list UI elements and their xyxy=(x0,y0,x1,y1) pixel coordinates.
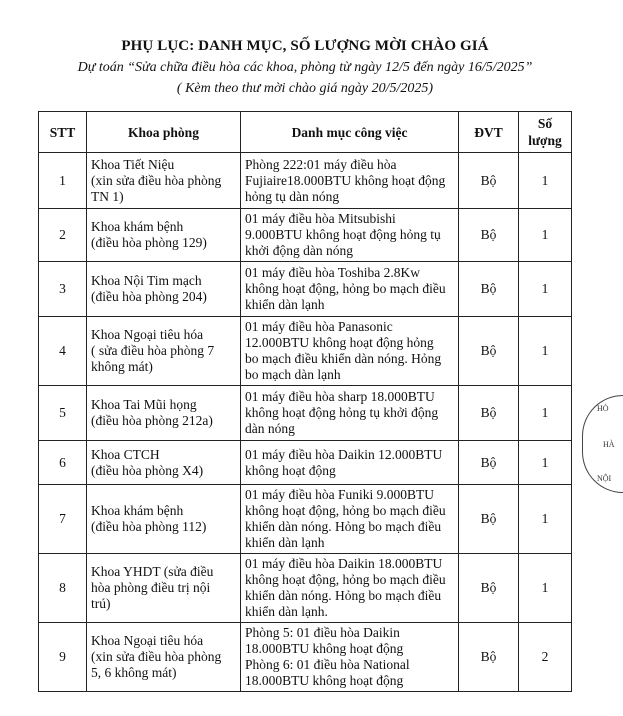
table-body xyxy=(39,153,572,692)
cell-so-luong: 1 xyxy=(519,317,572,386)
danh-muc-line: Phòng 222:01 máy điều hòa xyxy=(245,156,397,172)
header-so-luong xyxy=(519,112,572,153)
khoa-phong-line: Khoa CTCH xyxy=(91,446,160,462)
quotation-table xyxy=(38,111,572,692)
danh-muc-line: 01 máy điều hòa Daikin 18.000BTU xyxy=(245,556,443,571)
header-stt: STT xyxy=(39,112,87,153)
danh-muc-line: hỏng tụ dàn nóng xyxy=(245,188,340,204)
cell-stt: 2 xyxy=(39,209,87,262)
khoa-phong-line: Khoa Tiết Niệu xyxy=(91,156,175,172)
danh-muc-line: khiển dàn nóng. Hỏng bo mạch điều xyxy=(245,588,442,603)
khoa-phong-line: (điều hòa phòng 204) xyxy=(91,289,207,304)
header-so-luong-line1: Số xyxy=(537,116,553,131)
danh-muc-line: Fujiaire18.000BTU không hoạt động xyxy=(245,172,446,188)
cell-khoa-phong xyxy=(87,262,241,317)
cell-stt: 4 xyxy=(39,317,87,386)
danh-muc-line: dàn nóng xyxy=(245,421,295,436)
cell-dvt: Bộ xyxy=(459,623,519,692)
cell-danh-muc xyxy=(241,153,459,209)
document-subtitle: Dự toán “Sửa chữa điều hòa các khoa, phòng từ ngày 12/5 đến ngày 16/5/2025” xyxy=(77,60,533,75)
cell-so-luong: 1 xyxy=(519,209,572,262)
cell-khoa-phong xyxy=(87,441,241,485)
danh-muc-line: 01 máy điều hòa Mitsubishi xyxy=(245,211,396,226)
danh-muc-line: không hoạt động, hỏng bo mạch điều xyxy=(245,281,446,296)
stamp-text-2: HÀ xyxy=(603,440,615,449)
official-stamp xyxy=(582,395,623,493)
cell-khoa-phong xyxy=(87,623,241,692)
khoa-phong-line: Khoa khám bệnh xyxy=(91,503,184,518)
cell-stt: 3 xyxy=(39,262,87,317)
khoa-phong-line: (điều hòa phòng X4) xyxy=(91,462,204,478)
table-row xyxy=(39,262,572,317)
khoa-phong-line: Khoa Nội Tim mạch xyxy=(91,273,202,288)
cell-danh-muc xyxy=(241,554,459,623)
table-row xyxy=(39,386,572,441)
stamp-text-1: HÒ xyxy=(597,404,609,413)
cell-danh-muc xyxy=(241,262,459,317)
danh-muc-line: 01 máy điều hòa Toshiba 2.8Kw xyxy=(245,265,421,280)
cell-stt: 5 xyxy=(39,386,87,441)
cell-dvt: Bộ xyxy=(459,441,519,485)
khoa-phong-line: 5, 6 không mát) xyxy=(91,665,177,680)
cell-so-luong: 2 xyxy=(519,623,572,692)
khoa-phong-line: (xin sửa điều hòa phòng xyxy=(91,649,222,664)
danh-muc-line: không hoạt động, hỏng bo mạch điều xyxy=(245,572,446,587)
cell-khoa-phong xyxy=(87,209,241,262)
danh-muc-line: không hoạt động xyxy=(245,462,336,478)
cell-khoa-phong xyxy=(87,153,241,209)
khoa-phong-line: (điều hòa phòng 129) xyxy=(91,235,207,250)
table-row xyxy=(39,554,572,623)
cell-stt: 6 xyxy=(39,441,87,485)
khoa-phong-line: (điều hòa phòng 112) xyxy=(91,519,207,534)
cell-dvt: Bộ xyxy=(459,386,519,441)
danh-muc-line: bo mạch điều khiển dàn nóng. Hỏng xyxy=(245,351,442,366)
danh-muc-line: 01 máy điều hòa Funiki 9.000BTU xyxy=(245,487,434,502)
danh-muc-line: 01 máy điều hòa Panasonic xyxy=(245,319,393,334)
danh-muc-line: Phòng 5: 01 điều hòa Daikin xyxy=(245,625,400,640)
khoa-phong-line: không mát) xyxy=(91,359,153,374)
danh-muc-line: 9.000BTU không hoạt động hỏng tụ xyxy=(245,227,441,242)
cell-stt: 9 xyxy=(39,623,87,692)
cell-khoa-phong xyxy=(87,317,241,386)
cell-so-luong: 1 xyxy=(519,262,572,317)
cell-danh-muc xyxy=(241,386,459,441)
cell-danh-muc xyxy=(241,317,459,386)
cell-so-luong: 1 xyxy=(519,485,572,554)
danh-muc-line: 01 máy điều hòa sharp 18.000BTU xyxy=(245,389,435,404)
header-danh-muc: Danh mục công việc xyxy=(241,112,459,153)
danh-muc-line: khiển dàn lạnh xyxy=(245,535,325,550)
cell-stt: 1 xyxy=(39,153,87,209)
cell-so-luong: 1 xyxy=(519,554,572,623)
header-khoa-phong: Khoa phòng xyxy=(87,112,241,153)
cell-dvt: Bộ xyxy=(459,554,519,623)
khoa-phong-line: hòa phòng điều trị nội xyxy=(91,580,211,595)
stamp-text-3: NỘI xyxy=(597,474,612,483)
khoa-phong-line: ( sửa điều hòa phòng 7 xyxy=(91,343,215,358)
danh-muc-line: khiển dàn lạnh xyxy=(245,297,325,312)
khoa-phong-line: Khoa Ngoại tiêu hóa xyxy=(91,633,204,648)
khoa-phong-line: Khoa khám bệnh xyxy=(91,219,184,234)
cell-khoa-phong xyxy=(87,386,241,441)
khoa-phong-line: (xin sửa điều hòa phòng xyxy=(91,172,222,188)
document-title: PHỤ LỤC: DANH MỤC, SỐ LƯỢNG MỜI CHÀO GIÁ xyxy=(121,38,489,54)
table-row xyxy=(39,623,572,692)
document-subtitle-date: ( Kèm theo thư mời chào giá ngày 20/5/2025) xyxy=(176,81,434,96)
cell-dvt: Bộ xyxy=(459,485,519,554)
khoa-phong-line: TN 1) xyxy=(91,188,124,204)
cell-dvt: Bộ xyxy=(459,153,519,209)
cell-danh-muc xyxy=(241,485,459,554)
danh-muc-line: không hoạt động hỏng tụ khởi động xyxy=(245,405,439,420)
table-row xyxy=(39,317,572,386)
danh-muc-line: khiển dàn lạnh. xyxy=(245,604,328,619)
khoa-phong-line: trú) xyxy=(91,596,111,611)
table-row xyxy=(39,209,572,262)
table-row xyxy=(39,441,572,485)
cell-khoa-phong xyxy=(87,485,241,554)
khoa-phong-line: (điều hòa phòng 212a) xyxy=(91,413,213,428)
danh-muc-line: khởi động dàn nóng xyxy=(245,243,354,258)
danh-muc-line: không hoạt động, hỏng bo mạch điều xyxy=(245,503,446,518)
khoa-phong-line: Khoa Ngoại tiêu hóa xyxy=(91,327,204,342)
cell-dvt: Bộ xyxy=(459,262,519,317)
danh-muc-line: 18.000BTU không hoạt động xyxy=(245,673,404,688)
table-header-row xyxy=(39,112,572,153)
danh-muc-line: bo mạch dàn lạnh xyxy=(245,367,341,382)
header-so-luong-line2: lượng xyxy=(528,133,562,148)
cell-so-luong: 1 xyxy=(519,441,572,485)
table-row xyxy=(39,153,572,209)
cell-dvt: Bộ xyxy=(459,317,519,386)
danh-muc-line: Phòng 6: 01 điều hòa National xyxy=(245,657,410,672)
cell-so-luong: 1 xyxy=(519,153,572,209)
cell-danh-muc xyxy=(241,441,459,485)
cell-khoa-phong xyxy=(87,554,241,623)
cell-stt: 8 xyxy=(39,554,87,623)
cell-dvt: Bộ xyxy=(459,209,519,262)
khoa-phong-line: Khoa YHDT (sửa điều xyxy=(91,564,214,579)
danh-muc-line: 12.000BTU không hoạt động hỏng xyxy=(245,335,434,350)
cell-danh-muc xyxy=(241,623,459,692)
danh-muc-line: 01 máy điều hòa Daikin 12.000BTU xyxy=(245,446,443,462)
cell-so-luong: 1 xyxy=(519,386,572,441)
cell-stt: 7 xyxy=(39,485,87,554)
table-row xyxy=(39,485,572,554)
danh-muc-line: 18.000BTU không hoạt động xyxy=(245,641,404,656)
danh-muc-line: khiển dàn nóng. Hỏng bo mạch điều xyxy=(245,519,442,534)
header-dvt: ĐVT xyxy=(459,112,519,153)
khoa-phong-line: Khoa Tai Mũi họng xyxy=(91,397,197,412)
cell-danh-muc xyxy=(241,209,459,262)
